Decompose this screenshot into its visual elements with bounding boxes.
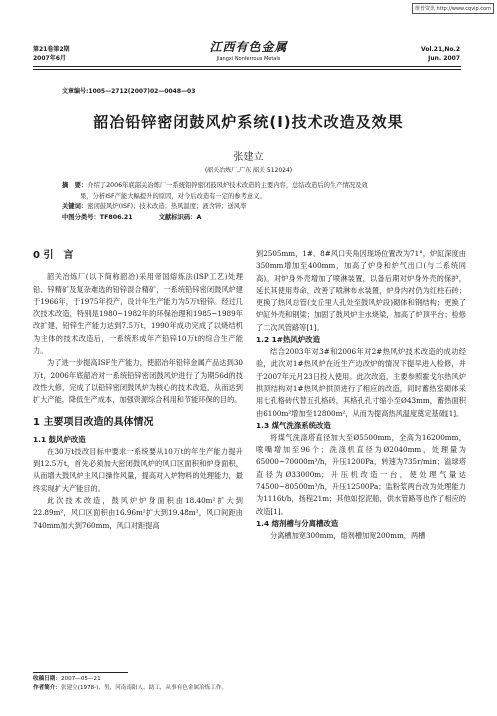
keywords-label: 关键词：: [62, 203, 88, 210]
left-column: [33, 250, 243, 532]
classification-line: [62, 213, 432, 224]
abstract-text-2: 果，分析ISF产能大幅提升的原因，对今后改造有一定的参考意义。: [80, 192, 266, 200]
doccode-value: A: [196, 213, 202, 221]
subsection-1-3-heading: 1.3 煤气洗涤系统改造: [256, 420, 331, 430]
header-rule-thin: [33, 69, 461, 70]
header-right: [421, 45, 460, 63]
bio-value: 张建立(1978-)，男，河南南阳人，助工，从事有色金属冶炼工作。: [60, 685, 228, 691]
section-1-heading: 1 主要项目改造的具体情况: [33, 416, 154, 428]
paper-title: 韶冶铅锌密闭鼓风炉系统(I)技术改造及效果: [93, 113, 404, 131]
journal-logo: 江西有色金属: [209, 40, 288, 54]
subsection-1-4-heading: 1.4 熔剂槽与分离槽改造: [256, 518, 339, 528]
section-0-heading: 0 引 言: [33, 250, 74, 261]
footnote: [33, 675, 227, 693]
received-label: 收稿日期：: [33, 676, 61, 682]
clc-value: TF806.21: [99, 213, 133, 221]
doccode-label: 文献标识码：: [158, 213, 197, 221]
received-date: [33, 675, 227, 684]
date-en: Jun. 2007: [428, 55, 460, 62]
bio-label: 作者简介：: [33, 685, 61, 691]
section-1-4-paragraph: 分离槽加宽300mm，熔剂槽加宽200mm，两槽: [270, 530, 426, 540]
clc-label: 中图分类号：: [62, 213, 100, 221]
keywords-line: [62, 202, 432, 213]
issue-cn: 第21卷第2期: [33, 46, 70, 53]
journal-name-en: Jiangxi Nonferrous Metals: [216, 56, 281, 62]
received-value: 2007—05—21: [60, 676, 101, 682]
issue-en: Vol.21,No.2: [421, 46, 460, 53]
section-1-1-continued: 到2505mm，1#、8#风口夹角因现场位置改为71°，炉缸深度由350mm增加至400mm，加高了炉身和炉气出口(与二系统同高)。对炉身外壳增加了喷淋装置，以备后期对炉身外壳的保护，延长其使用寿命，改善了喷淋布水装置，炉身内衬仍为红柱石砖；更换了热风总管(支丘里人孔处至鼓风炉段)砌体和钢结构；更换了炉缸外壳和钢梁；加固了鼓风炉主水烧梁，加高了炉顶平台；检修了二次风管路等[1]。: [256, 249, 466, 332]
abstract-label: 摘 要：: [62, 182, 88, 189]
header-rule: [33, 66, 461, 67]
intro-paragraph-1: 韶关冶炼厂(以下简称韶冶)采用帝国熔炼法(ISP工艺)处理铅、锌精矿及复杂难选的铅锌混合精矿，一系统铅锌密闭鼓风炉建于1966年，于1975年投产，设计年生产能力为5万t铅锌。经过几次技术改造，特别是1980~1982年的环保治理和1985~1989年改扩建，铅锌生产能力达到7.5万t，1990年成功完成了以烧结机为主体的技术改造后，一系统形成年产铅锌10万t的综合生产能力。: [33, 272, 243, 356]
section-1-3-paragraph: 将煤气洗涤塔直径加大至Ø5500mm，全高为16200mm，喷嘴增加至96个；洗涤机直径为Ø2040mm，处理量为65000~70000m³/h，升压1200Pa，转速为735r/min；溢球塔直径为Ø33000m；升压机改造一台，使处理气量达74500~80500m³/h，升压12500Pa；监粉浆两台改为处理能力为1116t/h，扬程21m；其他如挖泥船，供水管路等也作了相应的改造[1]。: [256, 432, 466, 516]
abstract-block: [62, 181, 432, 223]
intro-paragraph-2: 为了进一步提高ISF生产能力，使韶冶年铅锌金属产品达到30万t，2006年底韶冶对一系统铅锌密闭鼓风炉进行了为期56d的技改性大修，完成了以铅锌密闭鼓风炉为核心的技术改造，从而达到扩大产能，降低生产成本，加强资源综合利用和节能环保的目的。: [33, 358, 243, 405]
abstract-line-1: [62, 181, 432, 192]
date-cn: 2007年6月: [33, 55, 66, 62]
section-1-2-paragraph: 结合2003年对3#和2006年对2#热风炉技术改造的成功经验，此次对1#热风炉在近生产边改炉的情况下提早进入检修，并于2007年元月23日投入使用。此次改造，主要参照霍戈尔热风炉拱顶结构对1#热风炉拱顶进行了相应的改造，同时蓄热室砌体采用七孔格砖代替五孔格砖，其格孔孔寸缩小至Ø43mm，蓄热面积由6100m²增加至12800m²，从而为提高热风温度奠定基础[1]。: [256, 347, 466, 418]
subsection-1-2-heading: 1.2 1#热风炉改造: [256, 335, 320, 345]
abstract-text-1: 介绍了2006年底韶关冶炼厂一系统铅锌密闭鼓风炉技术改造的主要内容，总结改造后的生产情况及效: [87, 182, 368, 189]
author-affiliation: (韶关冶炼厂,广东 韶关 512024): [204, 167, 293, 174]
source-stamp: 维普资讯 http://www.cqvip.com: [412, 3, 494, 14]
author-name: 张建立: [233, 152, 264, 163]
section-1-1-paragraph-1: 在30万t技改目标中要求一系统要从10万t的年生产能力提升到12.5万t，首先必须加大密闭鼓风炉的风口区面积和炉身面积，从而增大鼓风炉主风口操作风量，提高对入炉物料的处理能力，最终实现扩大产能目的。: [33, 446, 243, 493]
keywords-text: 密闭鼓风炉(ISF)；技术改造；热风温度；液含锌；送风率: [87, 203, 247, 210]
article-number: 文章编号:1005—2712(2007)02—0048—03: [62, 88, 196, 95]
subsection-1-1-heading: 1.1 鼓风炉改造: [33, 434, 86, 444]
section-1-1-paragraph-2: 此次技术改造，鼓风炉炉身面积由18.40m²扩大到22.89m²，风口区面积由16.96m²扩大到19.48m²，风口间距由740mm加大到760mm，风口对距提高: [33, 496, 243, 530]
right-column: [256, 248, 466, 542]
author-bio: [33, 684, 227, 693]
abstract-line-2: [62, 192, 432, 203]
footnote-rule: [33, 672, 128, 673]
